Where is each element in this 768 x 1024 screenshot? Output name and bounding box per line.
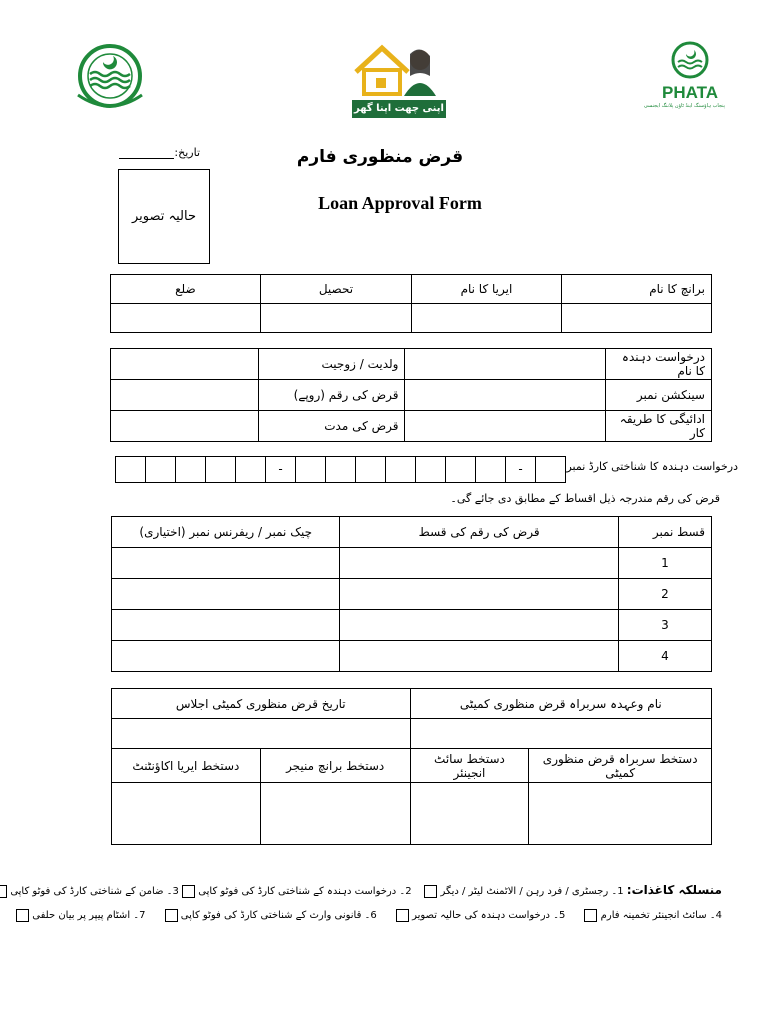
date-line — [119, 148, 174, 159]
signature-committee-head-label: دستخط سربراہ قرض منظوری کمیٹی — [529, 749, 712, 783]
cheque-reference-input[interactable] — [112, 548, 340, 579]
parentage-label: ولدیت / زوجیت — [258, 349, 405, 380]
signature-area-accountant-input[interactable] — [112, 783, 261, 845]
attachment-checkbox-5[interactable] — [396, 909, 409, 922]
attachment-item-6: 6۔ قانونی وارث کے شناختی کارڈ کی فوٹو کاپی — [180, 910, 377, 921]
loan-duration-label: قرض کی مدت — [258, 411, 405, 442]
attachment-checkbox-6[interactable] — [165, 909, 178, 922]
committee-meeting-date-input[interactable] — [112, 719, 411, 749]
cnic-digit-box[interactable] — [385, 456, 416, 483]
location-table — [110, 274, 712, 333]
attachments-section — [10, 882, 722, 924]
cnic-digit-box[interactable] — [415, 456, 446, 483]
installment-note: قرض کی رقم مندرجہ ذیل اقساط کے مطابق دی جائے گی۔ — [450, 492, 720, 505]
installment-number: 2 — [618, 579, 711, 610]
cnic-digit-box[interactable] — [235, 456, 266, 483]
date-label: تاریخ: — [174, 146, 200, 159]
attachment-item-4: 4۔ سائٹ انجینئر تخمینہ فارم — [600, 910, 722, 921]
phata-sublabel: پنجاب ہاؤسنگ اینڈ ٹاؤن پلاننگ ایجنسی — [643, 103, 725, 109]
punjab-govt-logo — [70, 40, 150, 115]
punjab-emblem-icon — [70, 40, 150, 115]
applicant-table — [110, 348, 712, 442]
tehsil-input[interactable] — [260, 304, 411, 333]
cheque-reference-input[interactable] — [112, 610, 340, 641]
phata-emblem-icon — [668, 40, 712, 80]
photo-label: حالیہ تصویر — [131, 209, 197, 224]
house-logo-icon — [352, 42, 446, 96]
signature-site-engineer-label: دستخط سائٹ انجینئر — [410, 749, 529, 783]
parentage-input[interactable] — [111, 349, 259, 380]
date-field[interactable] — [118, 146, 200, 159]
attachment-checkbox-7[interactable] — [16, 909, 29, 922]
cnic-digit-box[interactable] — [145, 456, 176, 483]
attachment-item-3: 3۔ ضامن کے شناختی کارڈ کی فوٹو کاپی — [10, 886, 179, 897]
cnic-digit-box[interactable] — [355, 456, 386, 483]
applicant-name-input[interactable] — [405, 349, 606, 380]
attachments-row-2 — [32, 908, 722, 924]
header-installment-number: قسط نمبر — [618, 517, 711, 548]
signature-committee-head-input[interactable] — [529, 783, 712, 845]
title-english: Loan Approval Form — [318, 193, 482, 213]
attachment-item-5: 5۔ درخواست دہندہ کی حالیہ تصویر — [412, 910, 566, 921]
installment-number: 1 — [618, 548, 711, 579]
branch-name-input[interactable] — [561, 304, 711, 333]
committee-table — [111, 688, 712, 845]
header-installment-amount: قرض کی رقم کی قسط — [340, 517, 618, 548]
attachment-checkbox-2[interactable] — [182, 885, 195, 898]
sanction-number-label: سینکشن نمبر — [606, 380, 712, 411]
installment-number: 4 — [618, 641, 711, 672]
loan-amount-input[interactable] — [111, 380, 259, 411]
cnic-digit-box[interactable] — [535, 456, 566, 483]
phata-logo — [643, 40, 725, 115]
header-branch-name: برانچ کا نام — [561, 275, 711, 304]
cnic-digit-box[interactable] — [445, 456, 476, 483]
cnic-digit-box[interactable] — [325, 456, 356, 483]
committee-head-name-input[interactable] — [410, 719, 711, 749]
header-area-name: ایریا کا نام — [412, 275, 562, 304]
committee-meeting-date-label: تاریخ قرض منظوری کمیٹی اجلاس — [112, 689, 411, 719]
logo-caption: اپنی چھت اپنا گھر — [352, 100, 446, 118]
attachment-item-2: 2۔ درخواست دہندہ کے شناختی کارڈ کی فوٹو کاپی — [198, 886, 412, 897]
attachment-item-1: 1۔ رجسٹری / فرد رہن / الاٹمنٹ لیٹر / دیگر — [440, 886, 624, 897]
attachment-checkbox-4[interactable] — [584, 909, 597, 922]
payment-method-input[interactable] — [405, 411, 606, 442]
cnic-digit-box[interactable] — [295, 456, 326, 483]
cnic-dash-box: - — [265, 456, 296, 483]
district-input[interactable] — [111, 304, 261, 333]
signature-area-accountant-label: دستخط ایریا اکاؤنٹنٹ — [112, 749, 261, 783]
attachments-row-1 — [10, 882, 722, 900]
installment-number: 3 — [618, 610, 711, 641]
signature-site-engineer-input[interactable] — [410, 783, 529, 845]
cnic-digit-box[interactable] — [115, 456, 146, 483]
header-cheque-reference: چیک نمبر / ریفرنس نمبر (اختیاری) — [112, 517, 340, 548]
cnic-digit-box[interactable] — [205, 456, 236, 483]
attachment-checkbox-1[interactable] — [424, 885, 437, 898]
installment-amount-input[interactable] — [340, 610, 618, 641]
loan-amount-label: قرض کی رقم (روپے) — [258, 380, 405, 411]
cnic-label: درخواست دہندہ کا شناختی کارڈ نمبر — [566, 460, 738, 473]
signature-branch-manager-label: دستخط برانچ منیجر — [260, 749, 410, 783]
applicant-name-label: درخواست دہندہ کا نام — [606, 349, 712, 380]
cnic-digit-box[interactable] — [175, 456, 206, 483]
committee-head-name-label: نام وعہدہ سربراہ قرض منظوری کمیٹی — [410, 689, 711, 719]
photo-box — [118, 169, 210, 264]
attachment-item-7: 7۔ اشٹام پیپر پر بیان حلفی — [32, 910, 146, 921]
attachment-checkbox-3[interactable] — [0, 885, 7, 898]
installment-amount-input[interactable] — [340, 641, 618, 672]
apni-chhat-apna-ghar-logo — [352, 42, 446, 116]
cheque-reference-input[interactable] — [112, 641, 340, 672]
cnic-boxes[interactable] — [116, 456, 566, 483]
phata-label: PHATA — [661, 83, 719, 102]
title-urdu: قرض منظوری فارم — [296, 147, 464, 167]
loan-duration-input[interactable] — [111, 411, 259, 442]
installment-amount-input[interactable] — [340, 548, 618, 579]
signature-branch-manager-input[interactable] — [260, 783, 410, 845]
cnic-digit-box[interactable] — [475, 456, 506, 483]
attachments-title: منسلکہ کاغذات: — [626, 883, 722, 897]
cnic-dash-box: - — [505, 456, 536, 483]
area-name-input[interactable] — [412, 304, 562, 333]
header-district: ضلع — [111, 275, 261, 304]
installment-amount-input[interactable] — [340, 579, 618, 610]
payment-method-label: ادائیگی کا طریقہ کار — [606, 411, 712, 442]
installments-table — [111, 516, 712, 672]
header-tehsil: تحصیل — [260, 275, 411, 304]
cheque-reference-input[interactable] — [112, 579, 340, 610]
sanction-number-input[interactable] — [405, 380, 606, 411]
